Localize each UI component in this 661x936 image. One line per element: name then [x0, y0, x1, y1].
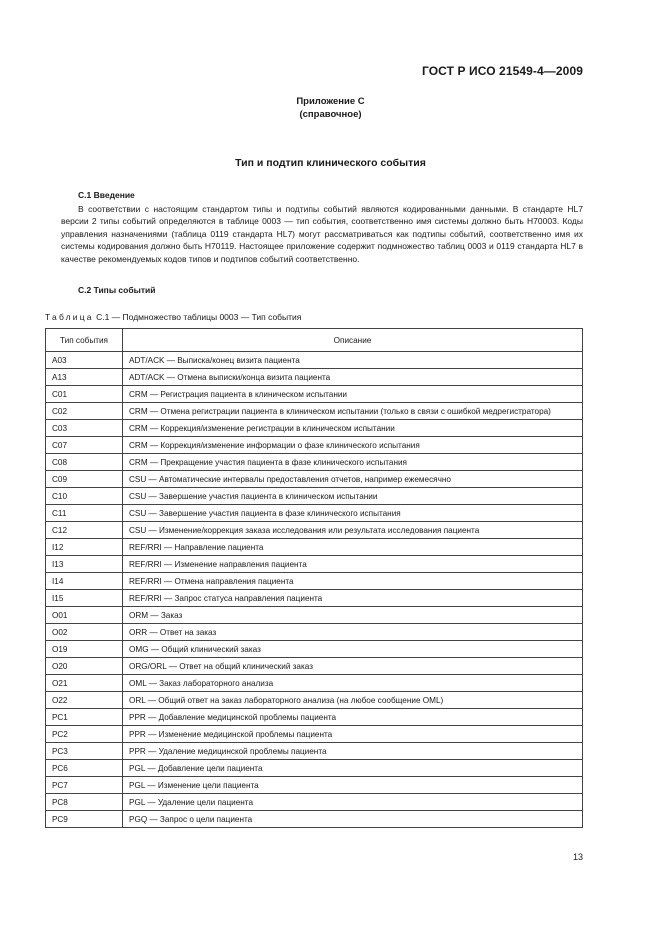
event-description-cell: REF/RRI — Направление пациента	[123, 539, 583, 556]
event-description-cell: PPR — Добавление медицинской проблемы пациента	[123, 709, 583, 726]
table-row	[46, 726, 583, 743]
table-row	[46, 522, 583, 539]
table-row	[46, 403, 583, 420]
event-code-cell: I15	[46, 590, 123, 607]
section-heading-intro: С.1 Введение	[78, 190, 135, 200]
table-row	[46, 760, 583, 777]
page-number: 13	[572, 852, 583, 862]
event-description-cell: CRM — Коррекция/изменение регистрации в клиническом испытании	[123, 420, 583, 437]
table-row	[46, 607, 583, 624]
event-code-cell: РС7	[46, 777, 123, 794]
table-caption-text: С.1 — Подмножество таблицы 0003 — Тип события	[93, 312, 302, 322]
event-code-cell: С12	[46, 522, 123, 539]
event-code-cell: С01	[46, 386, 123, 403]
table-caption-label: Таблица	[45, 312, 94, 322]
event-code-cell: С11	[46, 505, 123, 522]
event-code-cell: А13	[46, 369, 123, 386]
annex-heading	[0, 95, 661, 121]
event-description-cell: PGQ — Запрос о цели пациента	[123, 811, 583, 828]
table-row	[46, 743, 583, 760]
table-row	[46, 658, 583, 675]
event-types-table	[45, 328, 583, 828]
event-description-cell: CRM — Коррекция/изменение информации о фазе клинического испытания	[123, 437, 583, 454]
document-code: ГОСТ Р ИСО 21549-4—2009	[421, 64, 583, 78]
event-description-cell: CSU — Изменение/коррекция заказа исследования или результата исследования пациента	[123, 522, 583, 539]
event-code-cell: С10	[46, 488, 123, 505]
event-description-cell: REF/RRI — Запрос статуса направления пациента	[123, 590, 583, 607]
event-code-cell: А03	[46, 352, 123, 369]
table-caption	[45, 312, 301, 322]
event-description-cell: OML — Заказ лабораторного анализа	[123, 675, 583, 692]
event-description-cell: REF/RRI — Отмена направления пациента	[123, 573, 583, 590]
event-code-cell: I14	[46, 573, 123, 590]
event-description-cell: CSU — Завершение участия пациента в фазе клинического испытания	[123, 505, 583, 522]
table-row	[46, 692, 583, 709]
table-row	[46, 573, 583, 590]
event-description-cell: PGL — Удаление цели пациента	[123, 794, 583, 811]
table-row	[46, 369, 583, 386]
event-code-cell: РС2	[46, 726, 123, 743]
table-row	[46, 437, 583, 454]
event-description-cell: PGL — Изменение цели пациента	[123, 777, 583, 794]
section-heading-event-types: С.2 Типы событий	[78, 285, 156, 295]
event-description-cell: REF/RRI — Изменение направления пациента	[123, 556, 583, 573]
event-description-cell: CSU — Автоматические интервалы предоставления отчетов, например ежемесячно	[123, 471, 583, 488]
event-code-cell: I12	[46, 539, 123, 556]
table-row	[46, 454, 583, 471]
event-code-cell: С07	[46, 437, 123, 454]
event-code-cell: О21	[46, 675, 123, 692]
event-code-cell: О20	[46, 658, 123, 675]
event-code-cell: РС6	[46, 760, 123, 777]
event-description-cell: CRM — Отмена регистрации пациента в клиническом испытании (только в связи с ошибкой медрегистратора)	[123, 403, 583, 420]
table-row	[46, 471, 583, 488]
table-row	[46, 709, 583, 726]
event-code-cell: РС1	[46, 709, 123, 726]
table-row	[46, 794, 583, 811]
event-code-cell: РС3	[46, 743, 123, 760]
table-row	[46, 641, 583, 658]
table-row	[46, 675, 583, 692]
event-code-cell: С02	[46, 403, 123, 420]
event-description-cell: PPR — Удаление медицинской проблемы пациента	[123, 743, 583, 760]
event-description-cell: CSU — Завершение участия пациента в клиническом испытании	[123, 488, 583, 505]
event-code-cell: РС8	[46, 794, 123, 811]
table-row	[46, 777, 583, 794]
event-description-cell: PGL — Добавление цели пациента	[123, 760, 583, 777]
annex-title: Приложение С	[296, 96, 365, 107]
table-row	[46, 420, 583, 437]
event-code-cell: С08	[46, 454, 123, 471]
table-row	[46, 539, 583, 556]
page-title: Тип и подтип клинического события	[235, 157, 426, 169]
table-row	[46, 811, 583, 828]
table-header-row	[46, 329, 583, 352]
event-code-cell: РС9	[46, 811, 123, 828]
column-header-description: Описание	[123, 329, 583, 352]
table-row	[46, 624, 583, 641]
event-code-cell: О19	[46, 641, 123, 658]
table-row	[46, 386, 583, 403]
table-row	[46, 556, 583, 573]
event-description-cell: ORL — Общий ответ на заказ лабораторного анализа (на любое сообщение OML)	[123, 692, 583, 709]
event-description-cell: ORG/ORL — Ответ на общий клинический заказ	[123, 658, 583, 675]
column-header-event-type: Тип события	[46, 329, 123, 352]
event-description-cell: PPR — Изменение медицинской проблемы пациента	[123, 726, 583, 743]
event-code-cell: О01	[46, 607, 123, 624]
event-description-cell: ADT/ACK — Выписка/конец визита пациента	[123, 352, 583, 369]
event-description-cell: OMG — Общий клинический заказ	[123, 641, 583, 658]
event-code-cell: О02	[46, 624, 123, 641]
event-code-cell: О22	[46, 692, 123, 709]
table-row	[46, 590, 583, 607]
table-row	[46, 488, 583, 505]
event-description-cell: CRM — Регистрация пациента в клиническом испытании	[123, 386, 583, 403]
event-code-cell: С03	[46, 420, 123, 437]
event-description-cell: ORM — Заказ	[123, 607, 583, 624]
event-description-cell: ADT/ACK — Отмена выписки/конца визита пациента	[123, 369, 583, 386]
event-code-cell: С09	[46, 471, 123, 488]
event-code-cell: I13	[46, 556, 123, 573]
event-description-cell: ORR — Ответ на заказ	[123, 624, 583, 641]
table-row	[46, 505, 583, 522]
event-description-cell: CRM — Прекращение участия пациента в фазе клинического испытания	[123, 454, 583, 471]
annex-subtitle: (справочное)	[299, 109, 362, 120]
intro-paragraph: В соответствии с настоящим стандартом типы и подтипы событий являются кодированными данными. В стандарте HL7 версии 2 типы событий определяются в таблице 0003 — тип события, соответственно имя системы должно быть Н70003. Коды управления назначениями (таблица 0119 стандарта HL7) могут рассматриваться как подтипы событий, соответственно имя их системы кодирования должно быть Н70119. Настоящее приложение содержит подмножество таблиц 0003 и 0119 стандарта HL7 в качестве рекомендуемых кодов типов и подтипов событий соответственно.	[61, 204, 583, 264]
table-row	[46, 352, 583, 369]
